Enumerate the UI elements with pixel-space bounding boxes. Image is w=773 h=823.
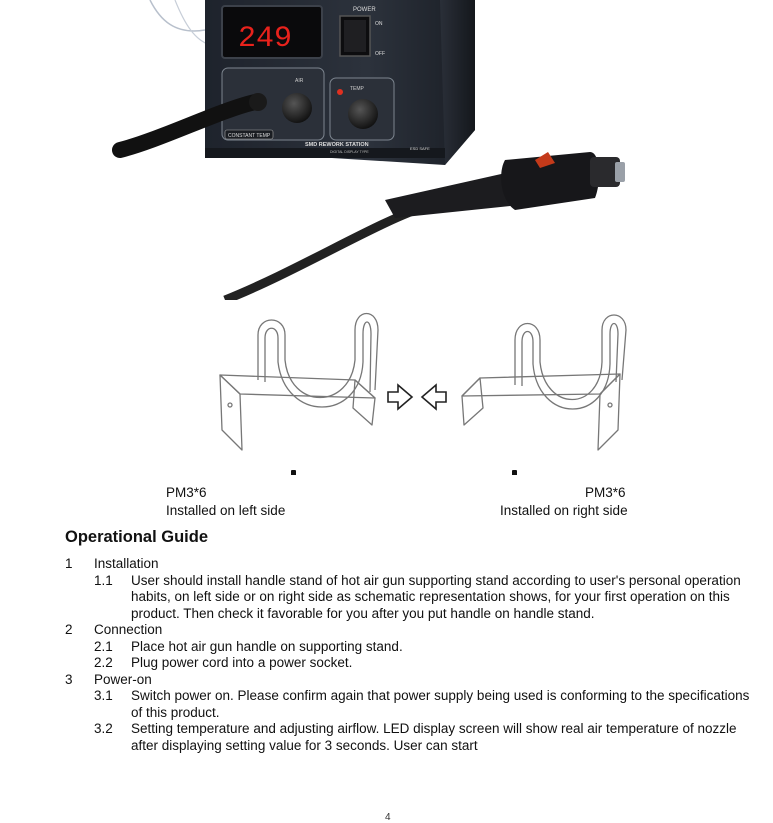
left-screw-icon (226, 470, 296, 475)
right-side-caption: Installed on right side (500, 503, 628, 518)
list-item: 3.2 Setting temperature and adjusting airflow. LED display screen will show real air temperature of nozzle after displaying setting value for 3 seconds. User can start (94, 721, 737, 753)
arrow-right-icon (388, 385, 412, 409)
section-heading: Operational Guide (65, 528, 209, 546)
svg-text:DIGITAL DISPLAY TYPE: DIGITAL DISPLAY TYPE (330, 150, 369, 154)
rework-station-photo (0, 0, 773, 300)
svg-text:SMD REWORK STATION: SMD REWORK STATION (305, 142, 369, 148)
right-screw-icon (503, 470, 575, 475)
svg-text:TEMP: TEMP (350, 86, 364, 92)
led-display-value: 249 (238, 22, 293, 56)
svg-text:AIR: AIR (295, 78, 304, 84)
list-item: 2.2 Plug power cord into a power socket. (94, 655, 353, 670)
svg-text:ESD SAFE: ESD SAFE (410, 146, 430, 151)
temp-knob (348, 99, 378, 129)
right-screw-label: PM3*6 (585, 485, 626, 500)
list-item: 1.1 User should install handle stand of hot air gun supporting stand according to user's personal operation habits, on left side or on right side as schematic representation shows, for your first operation on this product. Then check it favorable for you after you put handle on handle stand. (94, 572, 741, 621)
left-stand (220, 314, 378, 451)
svg-text:OFF: OFF (375, 51, 385, 57)
svg-text:ON: ON (375, 21, 383, 27)
svg-text:POWER: POWER (353, 7, 376, 13)
left-screw-label: PM3*6 (166, 485, 207, 500)
section-installation: 1 Installation (65, 556, 159, 571)
section-connection: 2 Connection (65, 622, 163, 637)
air-knob (282, 93, 312, 123)
section-power-on: 3 Power-on (65, 671, 152, 687)
page-number: 4 (385, 812, 391, 823)
right-stand (462, 315, 626, 450)
operational-guide-list (65, 556, 755, 754)
handle-stand-diagram (150, 300, 670, 475)
left-side-caption: Installed on left side (166, 503, 286, 518)
list-item: 3.1 Switch power on. Please confirm again that power supply being used is conforming to the specifications of this product. (94, 688, 750, 720)
arrow-left-icon (422, 385, 446, 409)
svg-text:CONSTANT TEMP: CONSTANT TEMP (228, 133, 271, 139)
list-item: 2.1 Place hot air gun handle on supporting stand. (94, 638, 403, 654)
